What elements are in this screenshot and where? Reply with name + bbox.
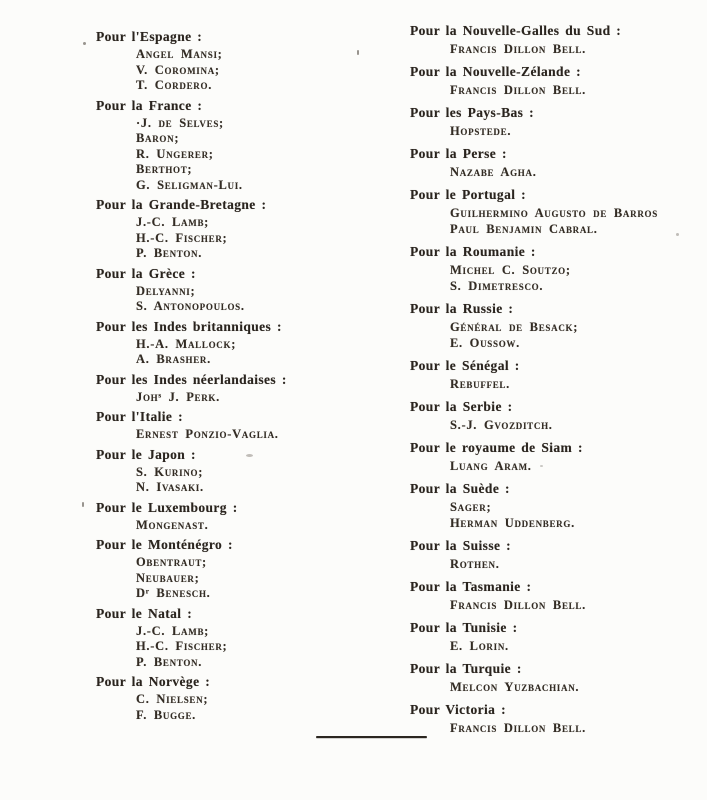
delegate-name: Michel C. Soutzo;: [450, 263, 571, 277]
column-left: [96, 27, 376, 741]
delegate-name: Ernest Ponzio-Vaglia.: [136, 427, 279, 441]
country-entry: [96, 317, 376, 368]
scan-speck: [82, 502, 84, 507]
delegate-name: Herman Uddenberg.: [450, 516, 575, 530]
delegate-name: Neubauer;: [136, 570, 200, 585]
country-heading: Pour le Portugal :: [410, 187, 527, 202]
country-entry: [410, 103, 702, 139]
delegate-name: Hopstede.: [450, 124, 512, 138]
country-heading: Pour le Sénégal :: [410, 358, 520, 373]
country-entry: [96, 96, 376, 194]
country-heading: Pour les Indes britanniques :: [96, 318, 282, 334]
country-heading: Pour la Turquie :: [410, 661, 522, 676]
scan-speck: [357, 50, 359, 55]
scan-speck: [83, 42, 86, 45]
delegate-name: J.-C. Lamb;: [136, 623, 210, 638]
country-heading: Pour Victoria :: [410, 702, 506, 717]
delegate-name: Général de Besack;: [450, 320, 579, 334]
column-right: [410, 21, 702, 741]
country-entry: [410, 242, 702, 294]
delegate-name: Melcon Yuzbachian.: [450, 680, 580, 694]
country-entry: [410, 618, 702, 654]
country-entry: [96, 195, 376, 262]
country-entry: [410, 21, 702, 57]
delegate-name: Rebuffel.: [450, 377, 510, 391]
country-heading: Pour la Grande-Bretagne :: [96, 197, 267, 212]
delegate-name: Paul Benjamin Cabral.: [450, 222, 598, 236]
country-heading: Pour le Japon :: [96, 446, 196, 462]
delegate-name: Mongenast.: [136, 517, 209, 532]
country-heading: Pour la Perse :: [410, 146, 507, 161]
delegate-name: Francis Dillon Bell.: [450, 598, 586, 612]
country-entry: [96, 672, 376, 723]
country-entry: [96, 27, 376, 94]
section-divider-rule: [316, 736, 427, 738]
country-heading: Pour la Nouvelle-Galles du Sud :: [410, 23, 622, 38]
scan-speck: [676, 233, 679, 236]
country-entry: [96, 604, 376, 671]
scan-speck: [540, 465, 543, 467]
country-heading: Pour la Nouvelle-Zélande :: [410, 64, 582, 79]
country-entry: [410, 62, 702, 98]
scan-speck: [246, 454, 253, 457]
country-heading: Pour le Monténégro :: [96, 537, 233, 552]
country-entry: [410, 577, 702, 613]
delegate-name: F. Bugge.: [136, 707, 197, 722]
country-heading: Pour la Roumanie :: [410, 244, 536, 259]
country-entry: [96, 370, 376, 406]
delegate-name: Rothen.: [450, 557, 500, 571]
delegate-name: Baron;: [136, 131, 180, 145]
country-heading: Pour le Natal :: [96, 605, 193, 621]
country-entry: [410, 438, 702, 474]
country-entry: [96, 264, 376, 315]
country-entry: [410, 479, 702, 531]
delegate-name: G. Seligman-Lui.: [136, 177, 243, 192]
delegate-name: H.-C. Fischer;: [136, 639, 228, 653]
country-entry: [410, 659, 702, 695]
country-heading: Pour l'Italie :: [96, 409, 183, 424]
country-heading: Pour la Russie :: [410, 301, 514, 316]
country-heading: Pour la Tasmanie :: [410, 579, 532, 594]
delegate-name: S. Dimetresco.: [450, 279, 544, 293]
country-entry: [410, 185, 702, 237]
country-entry: [96, 535, 376, 602]
country-heading: Pour l'Espagne :: [96, 29, 203, 44]
country-entry: [96, 498, 376, 534]
delegate-name: E. Oussow.: [450, 336, 520, 350]
country-heading: Pour le Luxembourg :: [96, 499, 238, 515]
country-entry: [410, 144, 702, 180]
delegate-name: Delyanni;: [136, 283, 196, 298]
delegate-name: Francis Dillon Bell.: [450, 83, 586, 97]
delegate-name: T. Cordero.: [136, 78, 213, 92]
country-heading: Pour la Norvège :: [96, 674, 211, 689]
country-heading: Pour la Suède :: [410, 481, 510, 496]
country-entry: [410, 299, 702, 351]
delegate-name: P. Benton.: [136, 654, 203, 669]
country-entry: [410, 397, 702, 433]
delegate-name: R. Ungerer;: [136, 146, 214, 161]
delegate-name: E. Lorin.: [450, 639, 509, 653]
country-heading: Pour les Indes néerlandaises :: [96, 371, 287, 387]
delegate-name: H.-A. Mallock;: [136, 336, 237, 351]
country-heading: Pour la France :: [96, 97, 203, 113]
country-heading: Pour la Serbie :: [410, 399, 513, 414]
country-heading: Pour les Pays-Bas :: [410, 105, 534, 120]
delegate-name: Berthot;: [136, 162, 193, 176]
delegate-name: S. Antonopoulos.: [136, 299, 245, 313]
delegate-name: S. Kurino;: [136, 464, 204, 479]
delegate-name: ·J. de Selves;: [136, 115, 224, 130]
delegate-name: A. Brasher.: [136, 352, 211, 366]
country-heading: Pour le royaume de Siam :: [410, 440, 583, 455]
delegate-name: Dʳ Benesch.: [136, 586, 211, 600]
country-heading: Pour la Suisse :: [410, 538, 512, 553]
country-entry: [410, 356, 702, 392]
delegate-name: N. Ivasaki.: [136, 480, 204, 494]
delegate-name: Sager;: [450, 500, 492, 514]
country-entry: [96, 407, 376, 443]
country-heading: Pour la Tunisie :: [410, 620, 518, 635]
delegate-name: Guilhermino Augusto de Barros: [450, 206, 658, 220]
delegate-name: C. Nielsen;: [136, 692, 209, 706]
delegate-name: Nazabe Agha.: [450, 165, 537, 179]
delegate-name: Angel Mansi;: [136, 47, 223, 61]
delegate-name: Luang Aram.: [450, 459, 532, 473]
delegate-name: Johˢ J. Perk.: [136, 389, 220, 404]
delegate-name: Obentraut;: [136, 555, 207, 569]
country-entry: [96, 445, 376, 496]
delegate-name: Francis Dillon Bell.: [450, 721, 586, 735]
country-entry: [410, 700, 702, 736]
delegate-name: H.-C. Fischer;: [136, 230, 228, 245]
country-entry: [410, 536, 702, 572]
delegate-name: V. Coromina;: [136, 62, 220, 77]
country-heading: Pour la Grèce :: [96, 265, 196, 281]
delegate-name: P. Benton.: [136, 246, 203, 260]
delegate-name: S.-J. Gvozditch.: [450, 418, 553, 432]
delegate-name: J.-C. Lamb;: [136, 215, 210, 229]
delegate-name: Francis Dillon Bell.: [450, 42, 586, 56]
